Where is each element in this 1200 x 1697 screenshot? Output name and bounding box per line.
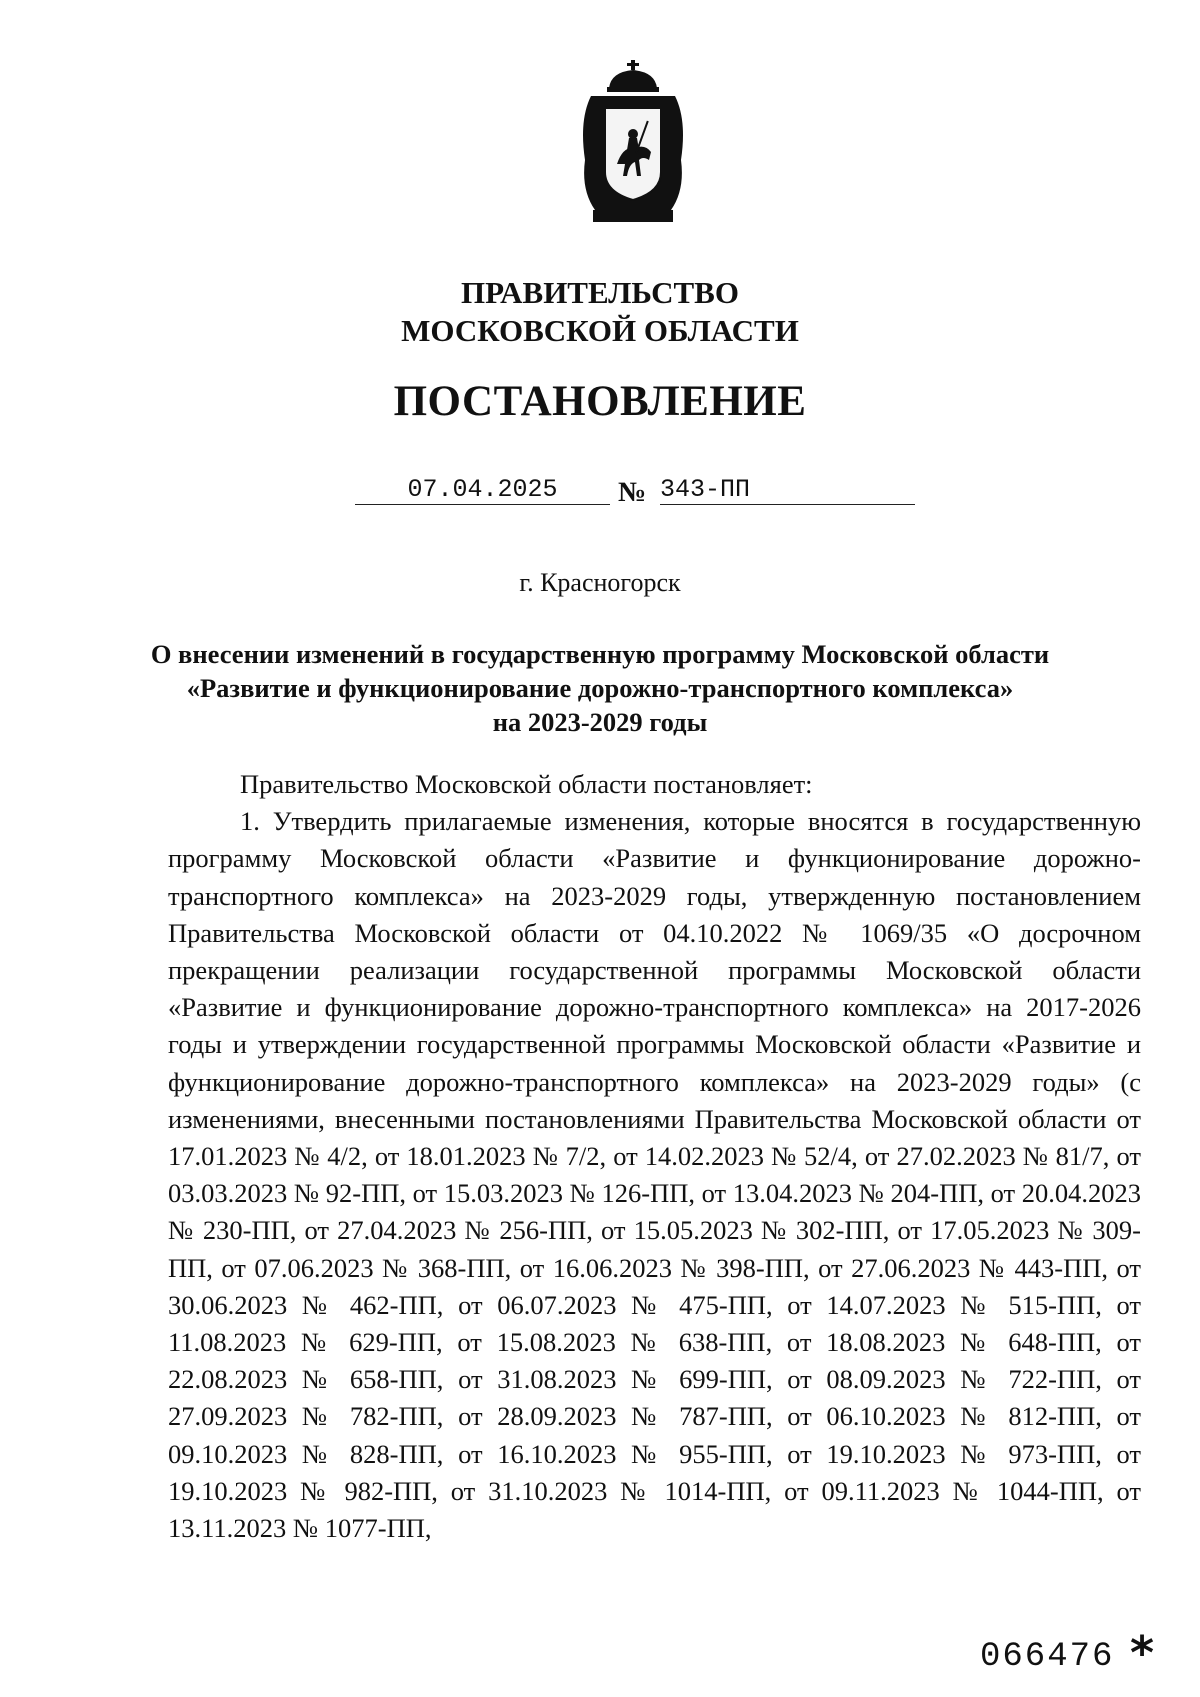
body-intro: Правительство Московской области постановляет: xyxy=(240,769,813,799)
document-subject xyxy=(150,637,1050,739)
number-underline xyxy=(660,504,915,505)
government-line-1: ПРАВИТЕЛЬСТВО xyxy=(461,275,739,310)
subject-line-3: на 2023-2029 годы xyxy=(492,707,708,737)
date-underline xyxy=(355,504,610,505)
document-number: 343-ПП xyxy=(660,475,751,504)
number-sign: № xyxy=(618,477,647,508)
subject-line-2: «Развитие и функционирование дорожно-транспортного комплекса» xyxy=(186,673,1014,703)
serial-number: 066476 xyxy=(980,1638,1115,1676)
body-item-1: 1. Утвердить прилагаемые изменения, которые вносятся в государственную программу Московской области «Развитие и функционирование дорожно-транспортного комплекса» на 2023-2029 годы, утвержденную постановлением Правительства Московской области от 04.10.2022 № 1069/35 «О досрочном прекращении реализации государственной программы Московской области «Развитие и функционирование дорожно-транспортного комплекса» на 2017-2026 годы и утверждении государственной программы Московской области «Развитие и функционирование дорожно-транспортного комплекса» на 2023-2029 годы» (с изменениями, внесенными постановлениями Правительства Московской области от 17.01.2023 № 4/2, от 18.01.2023 № 7/2, от 14.02.2023 № 52/4, от 27.02.2023 № 81/7, от 03.03.2023 № 92-ПП, от 15.03.2023 № 126-ПП, от 13.04.2023 № 204-ПП, от 20.04.2023 № 230-ПП, от 27.04.2023 № 256-ПП, от 15.05.2023 № 302-ПП, от 17.05.2023 № 309-ПП, от 07.06.2023 № 368-ПП, от 16.06.2023 № 398-ПП, от 27.06.2023 № 443-ПП, от 30.06.2023 № 462-ПП, от 06.07.2023 № 475-ПП, от 14.07.2023 № 515-ПП, от 11.08.2023 № 629-ПП, от 15.08.2023 № 638-ПП, от 18.08.2023 № 648-ПП, от 22.08.2023 № 658-ПП, от 31.08.2023 № 699-ПП, от 08.09.2023 № 722-ПП, от 27.09.2023 № 782-ПП, от 28.09.2023 № 787-ПП, от 06.10.2023 № 812-ПП, от 09.10.2023 № 828-ПП, от 16.10.2023 № 955-ПП, от 19.10.2023 № 973-ПП, от 19.10.2023 № 982-ПП, от 31.10.2023 № 1014-ПП, от 09.11.2023 № 1044-ПП, от 13.11.2023 № 1077-ПП, xyxy=(168,806,1141,1544)
asterisk-mark: * xyxy=(1130,1626,1155,1680)
document-body xyxy=(168,766,1141,1547)
document-type: ПОСТАНОВЛЕНИЕ xyxy=(393,378,807,425)
government-title xyxy=(0,274,1200,350)
subject-line-1: О внесении изменений в государственную программу Московской области xyxy=(150,639,1050,669)
date-number-line xyxy=(0,467,1200,507)
government-line-2: МОСКОВСКОЙ ОБЛАСТИ xyxy=(401,313,799,348)
city: г. Красногорск xyxy=(519,568,681,597)
document-date: 07.04.2025 xyxy=(407,475,558,504)
coat-of-arms-icon xyxy=(571,60,695,226)
